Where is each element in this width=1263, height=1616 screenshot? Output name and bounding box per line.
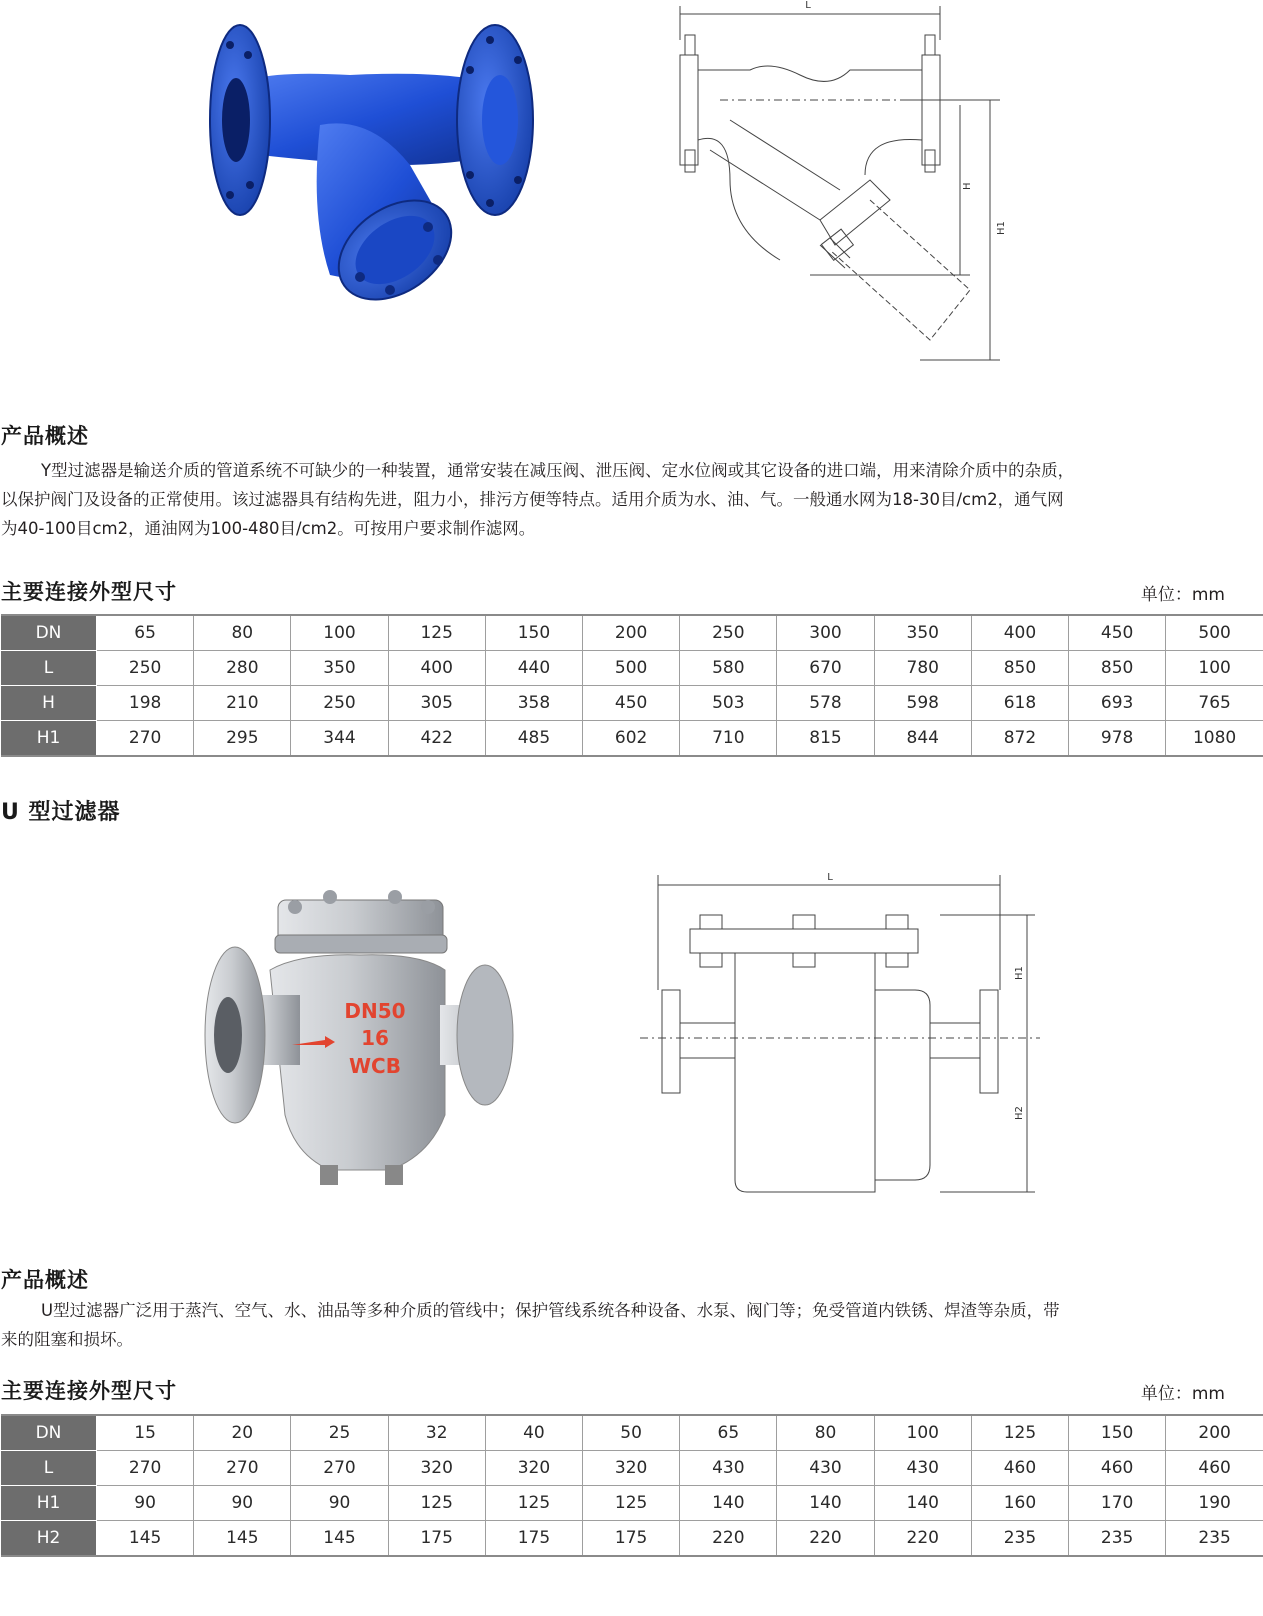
table-cell: 850	[971, 651, 1068, 686]
table-cell: 145	[291, 1521, 388, 1557]
drawing-label-h1: H1	[996, 221, 1007, 235]
table-cell: 125	[971, 1415, 1068, 1451]
table-cell: 170	[1069, 1486, 1166, 1521]
y-overview-text	[1, 456, 1225, 543]
table-cell: 320	[388, 1451, 485, 1486]
table-cell: 400	[388, 651, 485, 686]
drawing-label-h: H	[962, 182, 973, 190]
table-cell: 100	[291, 615, 388, 651]
table-cell: 305	[388, 686, 485, 721]
u-dims-title: 主要连接外型尺寸	[1, 1379, 177, 1403]
row-header: L	[1, 651, 97, 686]
table-cell: 235	[971, 1521, 1068, 1557]
table-row	[1, 721, 1263, 757]
table-cell: 250	[97, 651, 194, 686]
table-cell: 250	[680, 615, 777, 651]
table-row	[1, 615, 1263, 651]
casting-mark-pressure: 16	[361, 1026, 389, 1050]
table-cell: 1080	[1166, 721, 1263, 757]
u-overview-line: U型过滤器广泛用于蒸汽、空气、水、油品等多种介质的管线中；保护管线系统各种设备、水泵、阀门等；免受管道内铁锈、焊渣等杂质，带	[41, 1301, 1060, 1320]
table-cell: 235	[1069, 1521, 1166, 1557]
table-cell: 198	[97, 686, 194, 721]
table-cell: 500	[583, 651, 680, 686]
table-cell: 358	[485, 686, 582, 721]
table-cell: 175	[485, 1521, 582, 1557]
table-cell: 503	[680, 686, 777, 721]
table-cell: 350	[291, 651, 388, 686]
table-cell: 150	[1069, 1415, 1166, 1451]
table-cell: 578	[777, 686, 874, 721]
table-cell: 80	[777, 1415, 874, 1451]
y-dims-table	[1, 614, 1263, 757]
table-cell: 450	[1069, 615, 1166, 651]
casting-mark-material: WCB	[349, 1054, 401, 1078]
table-cell: 872	[971, 721, 1068, 757]
u-dims-unit: 单位：mm	[1140, 1384, 1225, 1404]
table-cell: 815	[777, 721, 874, 757]
drawing-label-h2: H2	[1014, 1106, 1025, 1120]
table-cell: 400	[971, 615, 1068, 651]
table-cell: 210	[194, 686, 291, 721]
table-cell: 850	[1069, 651, 1166, 686]
table-cell: 295	[194, 721, 291, 757]
table-cell: 25	[291, 1415, 388, 1451]
u-overview-title: 产品概述	[1, 1268, 89, 1292]
table-cell: 200	[1166, 1415, 1263, 1451]
table-cell: 460	[971, 1451, 1068, 1486]
table-cell: 175	[583, 1521, 680, 1557]
casting-mark-dn: DN50	[344, 999, 406, 1023]
table-cell: 220	[777, 1521, 874, 1557]
row-header: DN	[1, 1415, 97, 1451]
table-cell: 125	[388, 615, 485, 651]
table-cell: 200	[583, 615, 680, 651]
table-cell: 65	[680, 1415, 777, 1451]
table-cell: 125	[583, 1486, 680, 1521]
table-row	[1, 651, 1263, 686]
table-cell: 150	[485, 615, 582, 651]
u-overview-line: 来的阻塞和损坏。	[1, 1330, 133, 1349]
table-cell: 710	[680, 721, 777, 757]
table-cell: 65	[97, 615, 194, 651]
u-overview-text	[1, 1296, 1225, 1354]
table-cell: 32	[388, 1415, 485, 1451]
row-header: H1	[1, 721, 97, 757]
table-cell: 270	[291, 1451, 388, 1486]
table-cell: 780	[874, 651, 971, 686]
row-header: H1	[1, 1486, 97, 1521]
table-cell: 978	[1069, 721, 1166, 757]
drawing-label-h1: H1	[1014, 966, 1025, 980]
table-cell: 220	[680, 1521, 777, 1557]
y-overview-line: 以保护阀门及设备的正常使用。该过滤器具有结构先进，阻力小，排污方便等特点。适用介质为水、油、气。一般通水网为18-30目/cm2，通气网	[1, 490, 1064, 509]
table-cell: 460	[1069, 1451, 1166, 1486]
table-cell: 320	[583, 1451, 680, 1486]
table-cell: 175	[388, 1521, 485, 1557]
table-row	[1, 1486, 1263, 1521]
table-cell: 50	[583, 1415, 680, 1451]
y-overview-line: Y型过滤器是输送介质的管道系统不可缺少的一种装置，通常安装在减压阀、泄压阀、定水位阀或其它设备的进口端，用来清除介质中的杂质，	[41, 461, 1075, 480]
table-cell: 160	[971, 1486, 1068, 1521]
table-cell: 100	[874, 1415, 971, 1451]
table-cell: 140	[874, 1486, 971, 1521]
table-cell: 90	[194, 1486, 291, 1521]
table-cell: 844	[874, 721, 971, 757]
table-cell: 250	[291, 686, 388, 721]
table-cell: 598	[874, 686, 971, 721]
table-cell: 618	[971, 686, 1068, 721]
u-dims-table	[1, 1414, 1263, 1557]
table-cell: 430	[680, 1451, 777, 1486]
table-cell: 422	[388, 721, 485, 757]
table-cell: 765	[1166, 686, 1263, 721]
table-cell: 20	[194, 1415, 291, 1451]
table-cell: 500	[1166, 615, 1263, 651]
table-cell: 90	[291, 1486, 388, 1521]
u-strainer-drawing	[640, 865, 1040, 1200]
table-row	[1, 1451, 1263, 1486]
u-section-title: U 型过滤器	[1, 800, 121, 825]
table-cell: 670	[777, 651, 874, 686]
table-cell: 693	[1069, 686, 1166, 721]
table-cell: 125	[485, 1486, 582, 1521]
table-cell: 485	[485, 721, 582, 757]
table-cell: 320	[485, 1451, 582, 1486]
table-cell: 460	[1166, 1451, 1263, 1486]
table-cell: 15	[97, 1415, 194, 1451]
table-cell: 430	[777, 1451, 874, 1486]
row-header: DN	[1, 615, 97, 651]
row-header: H	[1, 686, 97, 721]
table-cell: 350	[874, 615, 971, 651]
table-cell: 145	[97, 1521, 194, 1557]
table-cell: 140	[777, 1486, 874, 1521]
table-cell: 602	[583, 721, 680, 757]
table-cell: 270	[97, 1451, 194, 1486]
table-cell: 145	[194, 1521, 291, 1557]
table-cell: 140	[680, 1486, 777, 1521]
table-cell: 440	[485, 651, 582, 686]
table-cell: 235	[1166, 1521, 1263, 1557]
row-header: L	[1, 1451, 97, 1486]
table-row	[1, 686, 1263, 721]
table-cell: 344	[291, 721, 388, 757]
u-strainer-photo	[200, 885, 520, 1195]
table-cell: 190	[1166, 1486, 1263, 1521]
table-cell: 100	[1166, 651, 1263, 686]
table-cell: 80	[194, 615, 291, 651]
table-cell: 430	[874, 1451, 971, 1486]
row-header: H2	[1, 1521, 97, 1557]
table-cell: 40	[485, 1415, 582, 1451]
drawing-label-l: L	[827, 872, 833, 883]
table-row	[1, 1415, 1263, 1451]
y-overview-line: 为40-100目cm2，通油网为100-480目/cm2。可按用户要求制作滤网。	[1, 519, 536, 538]
table-cell: 90	[97, 1486, 194, 1521]
table-cell: 270	[194, 1451, 291, 1486]
table-cell: 580	[680, 651, 777, 686]
y-strainer-photo	[200, 15, 550, 315]
drawing-label-l: L	[805, 0, 811, 11]
y-dims-unit: 单位：mm	[1140, 585, 1225, 605]
table-cell: 280	[194, 651, 291, 686]
y-strainer-drawing	[670, 0, 1030, 370]
table-cell: 300	[777, 615, 874, 651]
y-dims-title: 主要连接外型尺寸	[1, 580, 177, 604]
table-cell: 125	[388, 1486, 485, 1521]
table-cell: 220	[874, 1521, 971, 1557]
y-overview-title: 产品概述	[1, 424, 89, 448]
table-cell: 450	[583, 686, 680, 721]
table-cell: 270	[97, 721, 194, 757]
table-row	[1, 1521, 1263, 1557]
